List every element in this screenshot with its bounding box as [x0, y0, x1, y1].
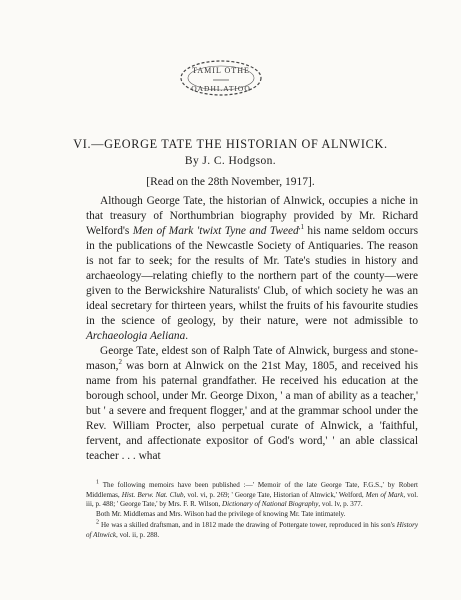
journal-title: Archaeologia Aeliana	[86, 330, 186, 342]
footnotes	[86, 481, 418, 541]
article-title: VI.—GEORGE TATE THE HISTORIAN OF ALNWICK.	[73, 137, 388, 151]
citation-title: Dictionary of National Biography	[222, 500, 319, 509]
footnote-2	[86, 521, 418, 540]
text-run: was born at Alnwick on the 21st May, 1805, and received his name from his paternal grandfather. He received his education at the borough school, under Mr. George Dixon, ' a man of ability as a teacher,' but ' a severe and frequent flogger,' and at the grammar school under the Rev. William Procter, also perpetual curate of Alnwick, a 'faithful, fervent, and affectionate expositor of God's word,' ' an able classical teacher . . . what	[86, 360, 418, 462]
paragraph-2	[86, 344, 418, 464]
stamp-top-text: TAMIL OTHE	[192, 66, 250, 75]
stamp-bottom-text: OADHI.ATIOO	[191, 84, 251, 93]
article-author: By J. C. Hodgson.	[184, 155, 277, 167]
citation-title: Men of Mark	[365, 490, 404, 499]
text-run: , vol. vi, p. 269; ' George Tate, Historian of Alnwick,' Welford,	[183, 490, 366, 499]
text-run: , vol. lv, p. 377.	[318, 500, 363, 509]
text-run: , vol. ii, p. 288.	[116, 530, 160, 539]
footnote-number: 2	[96, 520, 99, 527]
text-run: The following memoirs have been published :—' Memoir of the late George Tate, F.G.S.,' by Robert Middlemas,	[86, 481, 418, 499]
footnote-ref: 2	[118, 358, 122, 367]
library-stamp	[178, 58, 264, 98]
paragraph-1	[86, 194, 418, 344]
reading-date: [Read on the 28th November, 1917].	[146, 176, 315, 188]
text-run: Although George Tate, the historian of Alnwick, occupies a niche in that treasury of Northumbrian biography provided by Mr. Richard Welford's	[86, 195, 418, 237]
citation-title: Hist. Berw. Nat. Club	[121, 490, 184, 499]
footnote-1	[86, 481, 418, 510]
footnote-number: 1	[96, 479, 99, 486]
text-run: .	[185, 330, 189, 342]
citation-title: History of Alnwick	[86, 521, 418, 539]
text-run: his name seldom occurs in the publications of the Newcastle Society of Antiquaries. The reason is not far to seek; for the results of Mr. Tate's studies in history and archaeology—relating chiefly to the northern part of the county—were given to the Berwickshire Naturalists' Club, of which society he was an ideal secretary for thirteen years, whilst the fruits of his favourite studies in the science of geology, by their nature, were not admissible to	[86, 225, 418, 327]
footnote-1-extra: Both Mr. Middlemas and Mrs. Wilson had the privilege of knowing Mr. Tate intimately.	[96, 509, 346, 518]
book-title: Men of Mark 'twixt Tyne and Tweed	[132, 225, 299, 237]
text-run: , vol. iii, p. 488; ' George Tate,' by Mrs. F. R. Wilson,	[86, 490, 418, 509]
text-run: He was a skilled draftsman, and in 1812 made the drawing of Pottergate tower, reproduced in his son's	[99, 521, 397, 530]
article-body	[86, 194, 418, 464]
footnote-ref: ,1	[298, 223, 304, 232]
text-run: George Tate, eldest son of Ralph Tate of Alnwick, burgess and stone-mason,	[86, 345, 418, 372]
